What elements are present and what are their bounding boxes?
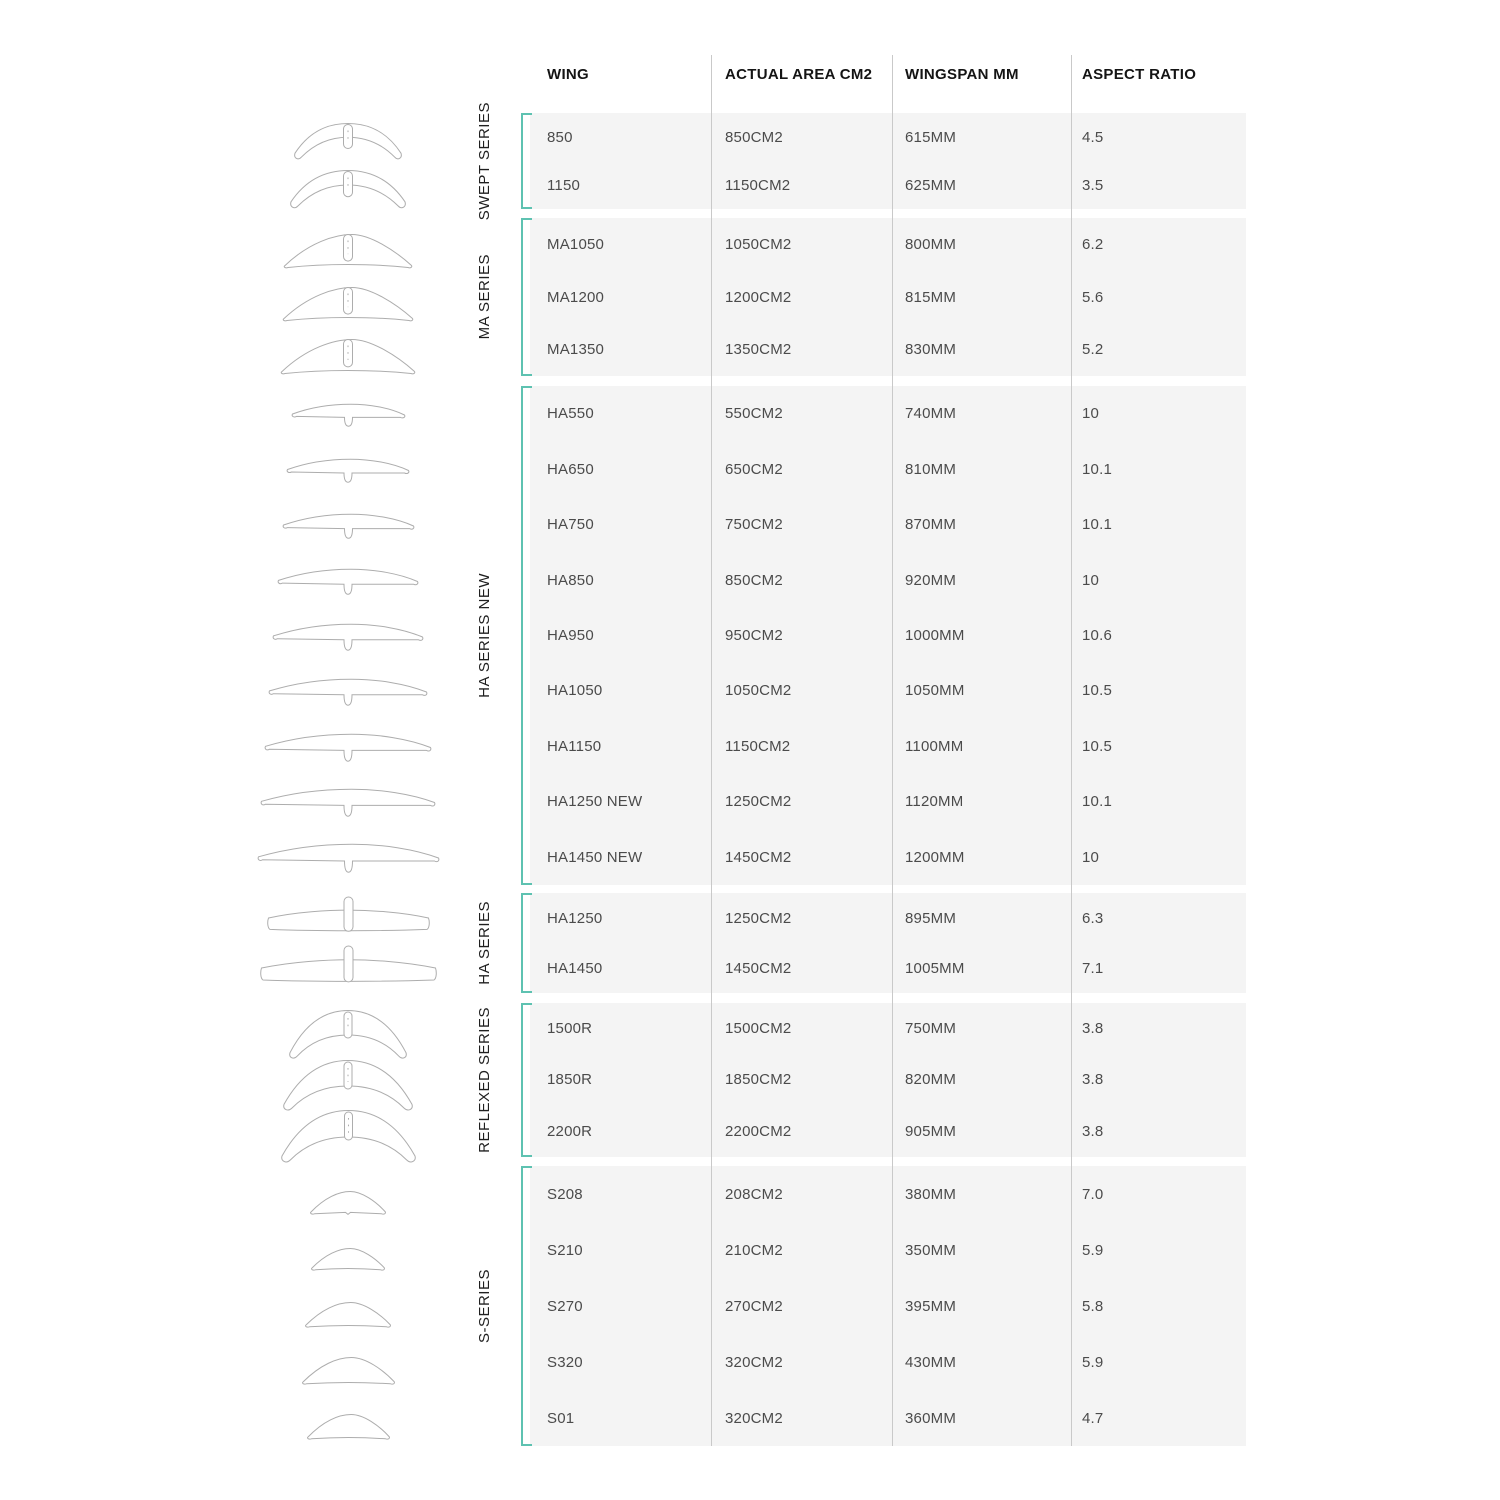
cell-wing-name: MA1350 [547, 341, 605, 359]
cell-wingspan: 810MM [905, 460, 957, 478]
cell-wing-name: 1500R [547, 1020, 593, 1038]
cell-aspect-ratio: 4.5 [1082, 128, 1104, 146]
cell-wingspan: 360MM [905, 1409, 957, 1427]
cell-wingspan: 380MM [905, 1185, 957, 1203]
wing-silhouette-ma1200 [282, 286, 414, 322]
cell-aspect-ratio: 3.8 [1082, 1122, 1104, 1140]
wing-silhouette-s208 [309, 1190, 387, 1216]
wing-silhouette-ha650 [286, 458, 410, 483]
wing-silhouette-ma1050 [283, 233, 413, 269]
cell-wingspan: 1200MM [905, 848, 965, 866]
series-bracket [521, 218, 532, 376]
cell-aspect-ratio: 7.1 [1082, 959, 1104, 977]
cell-wing-name: 1850R [547, 1071, 593, 1089]
cell-actual-area: 950CM2 [725, 626, 783, 644]
cell-actual-area: 850CM2 [725, 571, 783, 589]
cell-wingspan: 1000MM [905, 626, 965, 644]
table-row [530, 830, 1246, 885]
wing-silhouette-s210 [310, 1247, 386, 1272]
wing-silhouette-s01 [306, 1413, 391, 1441]
wing-silhouette-1150 [289, 169, 407, 211]
table-row [530, 1003, 1246, 1054]
series-label: SWEPT SERIES [475, 101, 493, 221]
cell-aspect-ratio: 5.6 [1082, 288, 1104, 306]
cell-wingspan: 1120MM [905, 793, 964, 811]
cell-actual-area: 2200CM2 [725, 1122, 792, 1140]
cell-wing-name: HA1250 [547, 909, 603, 927]
cell-wingspan: 395MM [905, 1297, 957, 1315]
series-label-box [470, 1003, 498, 1157]
cell-wing-name: S01 [547, 1409, 575, 1427]
cell-wingspan: 750MM [905, 1020, 957, 1038]
cell-wingspan: 815MM [905, 288, 957, 306]
table-row [530, 1222, 1246, 1278]
cell-aspect-ratio: 10.1 [1082, 793, 1112, 811]
series-group [530, 386, 1246, 885]
cell-actual-area: 208CM2 [725, 1185, 783, 1203]
wing-silhouette-ha1450 [260, 945, 437, 991]
cell-actual-area: 1350CM2 [725, 341, 792, 359]
series-group [530, 113, 1246, 209]
column-header-actual-area: ACTUAL AREA CM2 [725, 66, 873, 83]
cell-aspect-ratio: 10 [1082, 571, 1100, 589]
table-row [530, 113, 1246, 161]
cell-aspect-ratio: 5.9 [1082, 1353, 1104, 1371]
column-header-aspect-ratio: ASPECT RATIO [1082, 66, 1197, 83]
column-header-wingspan: WINGSPAN MM [905, 66, 1019, 83]
series-group [530, 218, 1246, 376]
series-label: S-SERIES [475, 1268, 493, 1344]
cell-actual-area: 1450CM2 [725, 848, 792, 866]
cell-actual-area: 270CM2 [725, 1297, 783, 1315]
cell-wing-name: HA750 [547, 516, 594, 534]
cell-aspect-ratio: 6.2 [1082, 235, 1104, 253]
series-bracket [521, 1003, 532, 1157]
wing-silhouette-s320 [301, 1356, 396, 1386]
table-row [530, 386, 1246, 441]
cell-aspect-ratio: 10.1 [1082, 516, 1112, 534]
cell-aspect-ratio: 10.5 [1082, 682, 1112, 700]
cell-actual-area: 210CM2 [725, 1241, 783, 1259]
cell-actual-area: 1050CM2 [725, 682, 792, 700]
cell-wing-name: S208 [547, 1185, 583, 1203]
cell-wing-name: MA1050 [547, 235, 605, 253]
cell-aspect-ratio: 10.1 [1082, 460, 1112, 478]
cell-actual-area: 850CM2 [725, 128, 783, 146]
series-bracket [521, 113, 532, 209]
column-divider [711, 55, 712, 1446]
cell-wing-name: HA1450 [547, 959, 603, 977]
cell-actual-area: 1450CM2 [725, 959, 792, 977]
cell-aspect-ratio: 5.8 [1082, 1297, 1104, 1315]
table-row [530, 943, 1246, 993]
table-row [530, 441, 1246, 496]
cell-wingspan: 1005MM [905, 959, 965, 977]
cell-wingspan: 895MM [905, 909, 957, 927]
table-row [530, 774, 1246, 829]
cell-aspect-ratio: 7.0 [1082, 1185, 1104, 1203]
wing-silhouette-1500r [288, 1009, 408, 1061]
cell-wingspan: 870MM [905, 516, 957, 534]
series-label: REFLEXED SERIES [475, 1007, 493, 1153]
cell-aspect-ratio: 10.6 [1082, 626, 1112, 644]
table-row [530, 1334, 1246, 1390]
cell-actual-area: 1500CM2 [725, 1020, 792, 1038]
cell-actual-area: 550CM2 [725, 405, 783, 423]
cell-wing-name: HA1250 NEW [547, 793, 643, 811]
table-row [530, 161, 1246, 209]
table-row [530, 218, 1246, 271]
cell-wing-name: S210 [547, 1241, 583, 1259]
series-bracket [521, 1166, 532, 1446]
wing-silhouette-ha850 [277, 568, 419, 595]
wing-silhouette-ha750 [282, 513, 415, 539]
wing-silhouette-s270 [304, 1301, 392, 1329]
cell-actual-area: 1150CM2 [725, 176, 791, 194]
cell-wingspan: 740MM [905, 405, 957, 423]
table-row [530, 608, 1246, 663]
series-bracket [521, 893, 532, 993]
series-label-box [470, 101, 498, 221]
series-label-box [470, 893, 498, 993]
table-row [530, 719, 1246, 774]
column-header-wing: WING [547, 66, 590, 83]
cell-aspect-ratio: 10.5 [1082, 737, 1112, 755]
cell-wing-name: HA550 [547, 405, 594, 423]
series-label: MA SERIES [475, 254, 493, 340]
cell-wing-name: HA950 [547, 626, 594, 644]
cell-aspect-ratio: 3.8 [1082, 1020, 1104, 1038]
wing-silhouette-2200r [280, 1109, 417, 1165]
table-row [530, 1166, 1246, 1222]
series-label-box [470, 386, 498, 885]
cell-wingspan: 625MM [905, 176, 957, 194]
cell-wingspan: 920MM [905, 571, 957, 589]
cell-wing-name: HA850 [547, 571, 594, 589]
cell-actual-area: 1850CM2 [725, 1071, 792, 1089]
column-divider [892, 55, 893, 1446]
cell-aspect-ratio: 10 [1082, 405, 1100, 423]
cell-actual-area: 750CM2 [725, 516, 783, 534]
cell-wing-name: HA1150 [547, 737, 602, 755]
table-row [530, 1106, 1246, 1157]
series-label-box [470, 1166, 498, 1446]
cell-wing-name: 1150 [547, 176, 581, 194]
cell-wingspan: 830MM [905, 341, 957, 359]
cell-wingspan: 905MM [905, 1122, 957, 1140]
series-group [530, 893, 1246, 993]
cell-actual-area: 1150CM2 [725, 737, 791, 755]
cell-actual-area: 1200CM2 [725, 288, 792, 306]
table-row [530, 497, 1246, 552]
cell-aspect-ratio: 3.8 [1082, 1071, 1104, 1089]
table-row [530, 893, 1246, 943]
cell-actual-area: 650CM2 [725, 460, 783, 478]
cell-aspect-ratio: 10 [1082, 848, 1100, 866]
cell-aspect-ratio: 5.9 [1082, 1241, 1104, 1259]
wing-silhouette-ha1450-new [257, 843, 440, 873]
cell-wingspan: 820MM [905, 1071, 957, 1089]
cell-wingspan: 350MM [905, 1241, 957, 1259]
series-bracket [521, 386, 532, 885]
cell-aspect-ratio: 6.3 [1082, 909, 1104, 927]
cell-wing-name: S320 [547, 1353, 583, 1371]
cell-wingspan: 430MM [905, 1353, 957, 1371]
table-row [530, 1278, 1246, 1334]
cell-actual-area: 1250CM2 [725, 793, 792, 811]
table-row [530, 663, 1246, 718]
cell-aspect-ratio: 3.5 [1082, 176, 1104, 194]
cell-wingspan: 615MM [905, 128, 957, 146]
cell-actual-area: 1050CM2 [725, 235, 792, 253]
series-group [530, 1166, 1246, 1446]
wing-silhouette-ha1250 [267, 896, 430, 940]
cell-wing-name: S270 [547, 1297, 583, 1315]
table-row [530, 323, 1246, 376]
cell-wing-name: 2200R [547, 1122, 593, 1140]
series-label: HA SERIES [475, 901, 493, 985]
cell-aspect-ratio: 4.7 [1082, 1409, 1104, 1427]
wing-silhouette-ha1250-new [260, 788, 436, 817]
cell-actual-area: 320CM2 [725, 1353, 783, 1371]
table-row [530, 1054, 1246, 1105]
wing-silhouette-1850r [282, 1059, 414, 1113]
cell-wing-name: 850 [547, 128, 573, 146]
series-group [530, 1003, 1246, 1157]
cell-wing-name: MA1200 [547, 288, 605, 306]
wing-silhouette-ha550 [291, 403, 406, 427]
series-label: HA SERIES NEW [475, 573, 493, 698]
wing-silhouette-850 [293, 122, 403, 162]
wing-silhouette-ha1150 [264, 733, 432, 762]
cell-aspect-ratio: 5.2 [1082, 341, 1104, 359]
wing-silhouette-ha950 [272, 623, 424, 651]
cell-actual-area: 1250CM2 [725, 909, 792, 927]
series-label-box [470, 218, 498, 376]
table-row [530, 552, 1246, 607]
cell-wingspan: 1100MM [905, 737, 964, 755]
column-divider [1071, 55, 1072, 1446]
cell-actual-area: 320CM2 [725, 1409, 783, 1427]
wing-silhouette-ma1350 [280, 338, 416, 375]
cell-wing-name: HA1450 NEW [547, 848, 643, 866]
table-row [530, 271, 1246, 324]
wing-silhouette-ha1050 [268, 678, 428, 706]
cell-wingspan: 800MM [905, 235, 957, 253]
table-row [530, 1390, 1246, 1446]
cell-wing-name: HA650 [547, 460, 594, 478]
cell-wingspan: 1050MM [905, 682, 965, 700]
cell-wing-name: HA1050 [547, 682, 603, 700]
